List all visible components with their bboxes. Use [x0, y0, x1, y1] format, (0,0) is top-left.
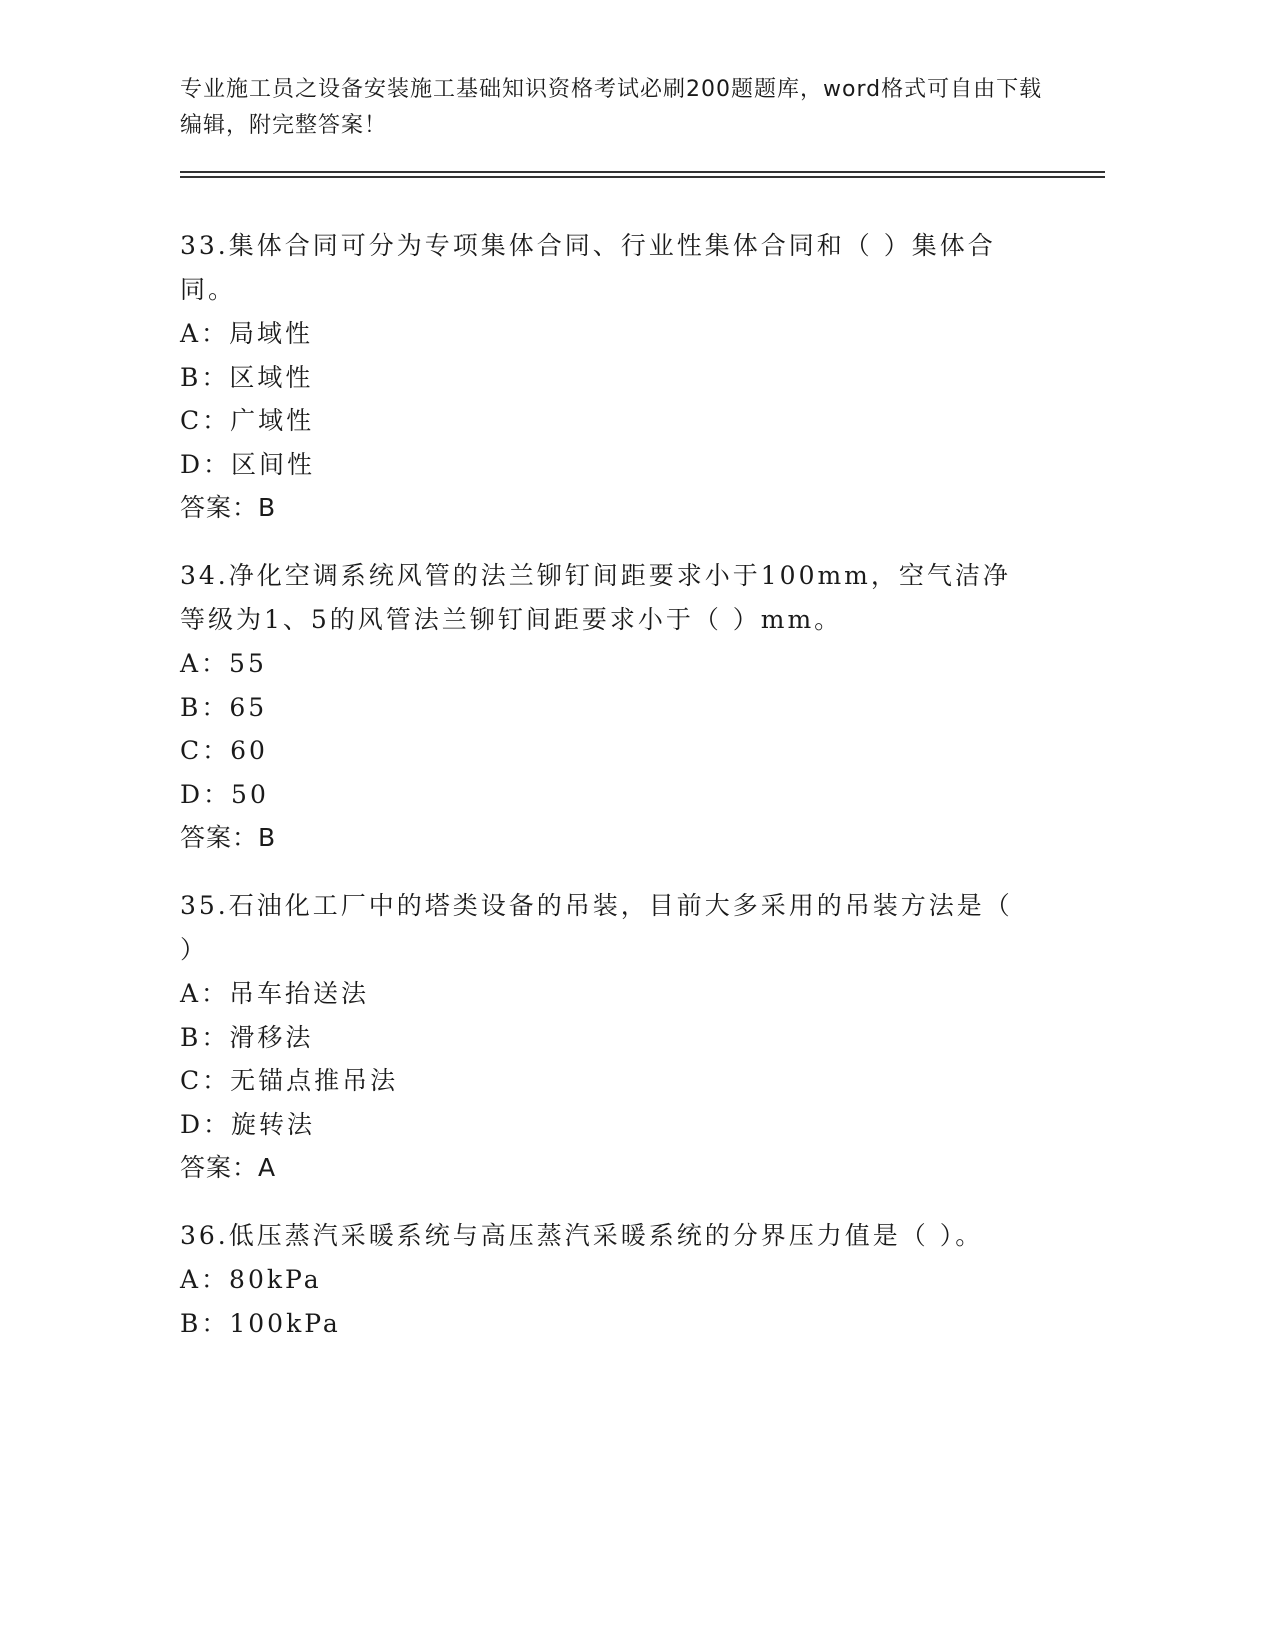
- header-divider-top: [180, 171, 1105, 173]
- question-stem: 33.集体合同可分为专项集体合同、行业性集体合同和（ ）集体合同。: [180, 231, 996, 304]
- option-b: B：65: [180, 692, 268, 722]
- question-33: [180, 224, 1040, 530]
- question-list: [180, 224, 1040, 1369]
- option-a: A：80kPa: [180, 1265, 322, 1294]
- header-divider-bottom: [180, 176, 1105, 178]
- option-b: B：滑移法: [180, 1022, 314, 1052]
- option-c: C：无锚点推吊法: [180, 1066, 399, 1095]
- option-a: A：55: [180, 649, 267, 678]
- option-b: B：100kPa: [180, 1308, 341, 1338]
- option-a: A：吊车抬送法: [180, 979, 370, 1008]
- question-stem: 35.石油化工厂中的塔类设备的吊装，目前大多采用的吊装方法是（ ）: [180, 891, 1013, 964]
- option-d: D：50: [180, 779, 269, 809]
- question-34: [180, 554, 1040, 860]
- option-c: C：广域性: [180, 406, 315, 435]
- question-stem: 36.低压蒸汽采暖系统与高压蒸汽采暖系统的分界压力值是（ ）。: [180, 1221, 984, 1250]
- answer-label: 答案：A: [180, 1153, 277, 1182]
- option-a: A：局域性: [180, 319, 314, 348]
- answer-label: 答案：B: [180, 493, 277, 522]
- option-b: B：区域性: [180, 362, 314, 392]
- question-35: [180, 884, 1040, 1190]
- answer-label: 答案：B: [180, 823, 277, 852]
- option-d: D：旋转法: [180, 1109, 316, 1139]
- document-header: 专业施工员之设备安装施工基础知识资格考试必刷200题题库，word格式可自由下载编辑，附完整答案！: [180, 77, 1043, 138]
- option-d: D：区间性: [180, 449, 316, 479]
- question-stem: 34.净化空调系统风管的法兰铆钉间距要求小于100mm，空气洁净等级为1、5的风管法兰铆钉间距要求小于（ ）mm。: [180, 561, 1011, 634]
- option-c: C：60: [180, 736, 268, 765]
- question-36: [180, 1214, 1040, 1345]
